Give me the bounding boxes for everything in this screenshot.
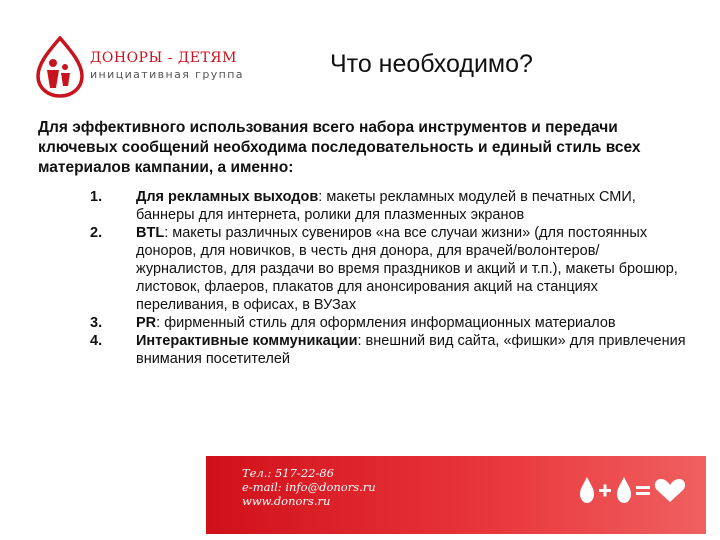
footer-banner <box>206 456 706 534</box>
contacts <box>242 466 376 508</box>
list-number: 3. <box>90 315 103 331</box>
list-term: BTL <box>136 225 165 241</box>
logo <box>34 36 254 98</box>
heart-icon <box>655 479 685 502</box>
list-term: PR <box>136 315 157 331</box>
logo-mark-icon <box>34 36 86 98</box>
list-item <box>90 332 690 368</box>
phone-text: Тел.: 517-22-86 <box>242 466 334 480</box>
page-title: Что необходимо? <box>330 50 533 78</box>
list-term: Интерактивные коммуникации <box>136 333 358 349</box>
list-text: : макеты различных сувениров «на все случаи жизни» (для постоянных доноров, для новичков, в честь дня донора, для врачей/волонтеров/журналистов, для раздачи во время праздников и акций и т.п.), макеты брошюр, листовок, флаеров, плакатов для анонсирования акций на станциях переливания, в офисах, в ВУЗах <box>136 225 678 313</box>
list-number: 2. <box>90 225 103 241</box>
plus-icon <box>599 485 611 497</box>
list-text: : внешний вид сайта, «фишки» для привлечения внимания посетителей <box>136 333 686 367</box>
list-item <box>90 188 690 224</box>
list-text: : макеты рекламных модулей в печатных СМИ, баннеры для интернета, ролики для плазменных экранов <box>136 189 636 223</box>
logo-name: ДОНОРЫ - ДЕТЯМ <box>90 50 237 66</box>
website-link[interactable]: www.donors.ru <box>242 494 331 508</box>
equals-icon <box>636 486 650 495</box>
logo-subtitle: инициативная группа <box>90 68 244 81</box>
requirements-list <box>90 188 690 368</box>
drop-icon <box>580 477 594 503</box>
list-item <box>90 224 690 314</box>
intro-text: Для эффективного использования всего набора инструментов и передачи ключевых сообщений необходима последовательность и единый стиль всех материалов кампании, а именно: <box>38 119 641 176</box>
list-term: Для рекламных выходов <box>136 189 319 205</box>
list-number: 1. <box>90 189 103 205</box>
list-number: 4. <box>90 333 103 349</box>
donor-formula <box>578 474 690 506</box>
email-link[interactable]: e-mail: info@donors.ru <box>242 480 376 494</box>
drop-icon <box>617 477 631 503</box>
list-text: : фирменный стиль для оформления информационных материалов <box>156 315 616 331</box>
list-item <box>90 314 690 332</box>
